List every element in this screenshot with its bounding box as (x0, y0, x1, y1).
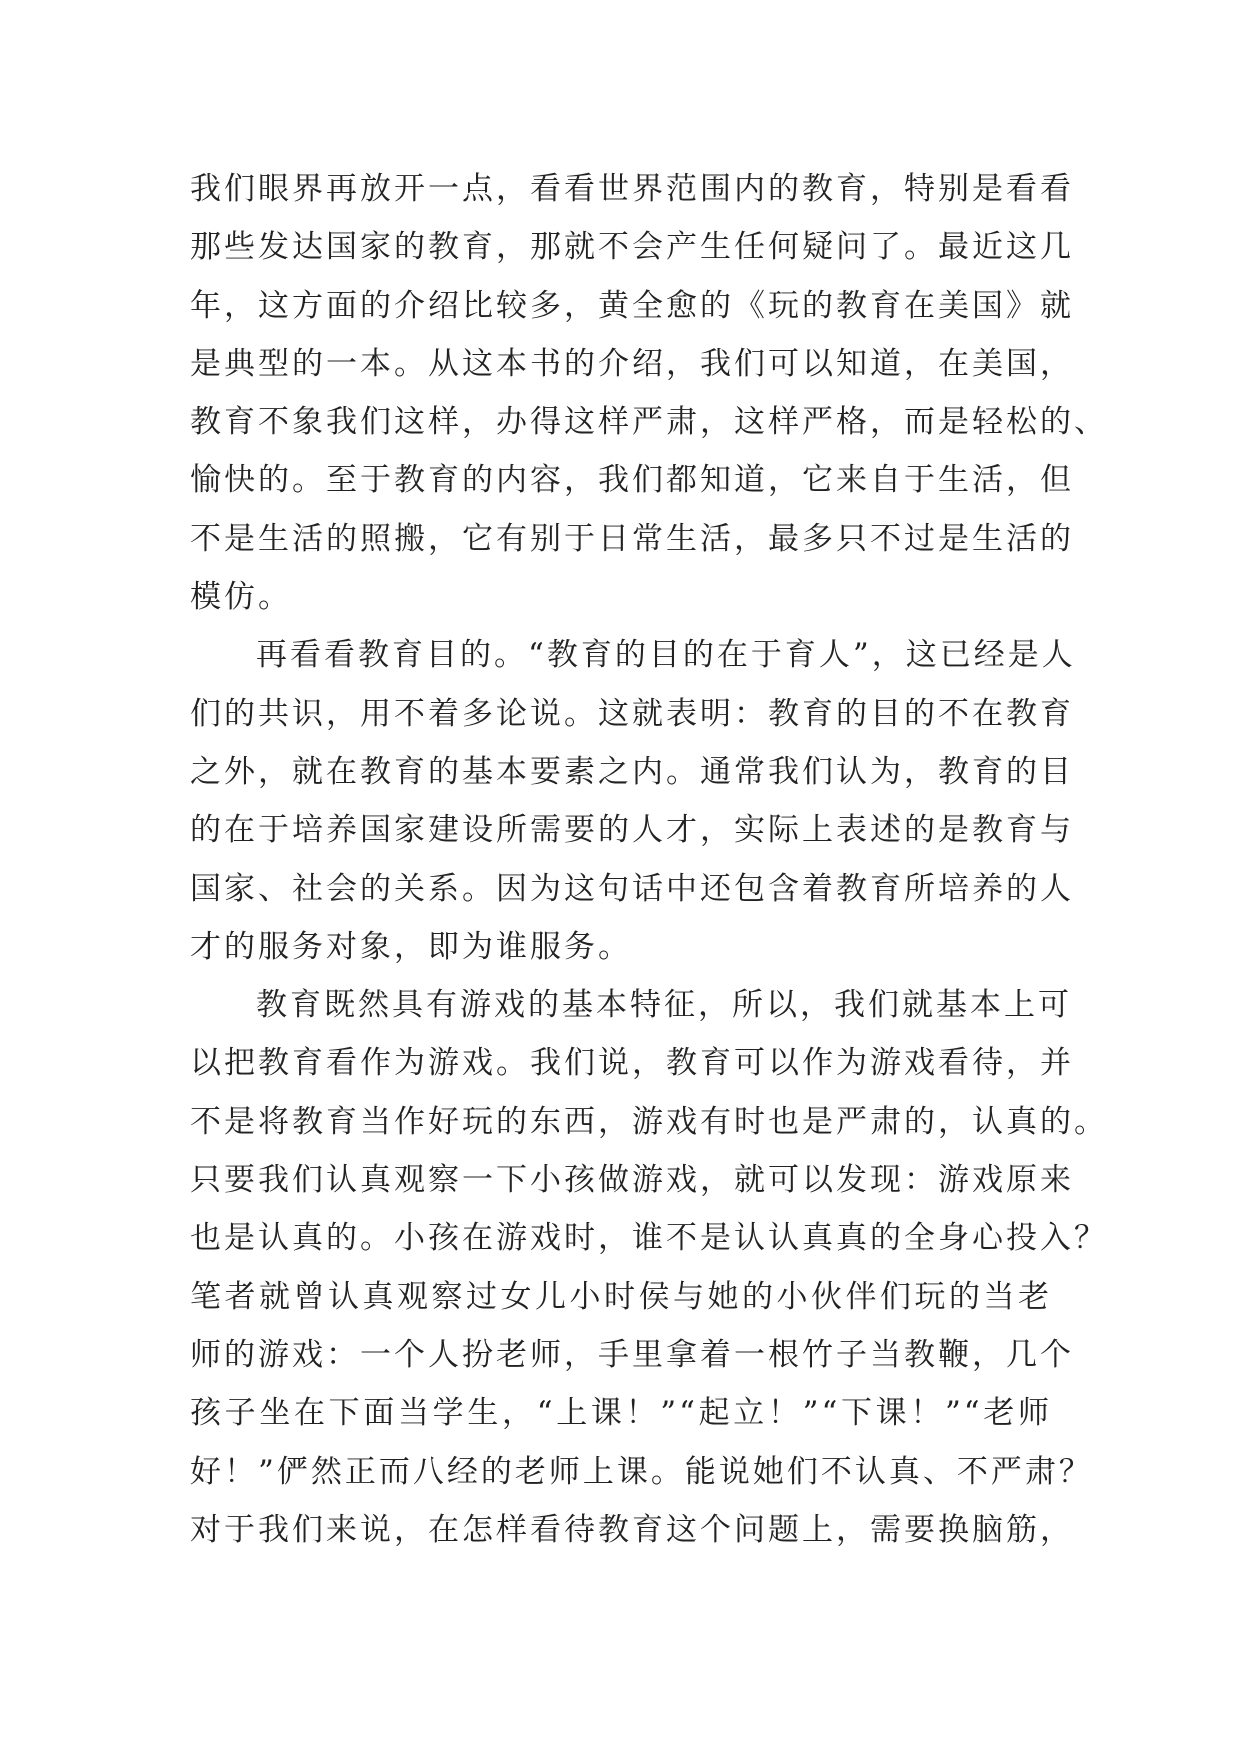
body-text (190, 160, 1108, 1559)
text-line: 教育不象我们这样，办得这样严肃，这样严格，而是轻松的、 (190, 404, 1108, 441)
text-line: 的在于培养国家建设所需要的人才，实际上表述的是教育与 (190, 812, 1074, 849)
text-line: 才的服务对象，即为谁服务。 (190, 928, 632, 965)
text-line: 愉快的。至于教育的内容，我们都知道，它来自于生活，但 (190, 462, 1074, 499)
text-line: 们的共识，用不着多论说。这就表明：教育的目的不在教育 (190, 695, 1074, 732)
text-line: 那些发达国家的教育，那就不会产生任何疑问了。最近这几 (190, 229, 1074, 266)
text-line: 我们眼界再放开一点，看看世界范围内的教育，特别是看看 (190, 171, 1074, 207)
text-line: 是典型的一本。从这本书的介绍，我们可以知道，在美国， (190, 345, 1074, 382)
text-line: 不是生活的照搬，它有别于日常生活，最多只不过是生活的 (190, 520, 1074, 557)
text-line: 不是将教育当作好玩的东西，游戏有时也是严肃的，认真的。 (190, 1103, 1108, 1140)
text-line: 笔者就曾认真观察过女儿小时侯与她的小伙伴们玩的当老 (190, 1278, 1052, 1315)
text-line: 之外，就在教育的基本要素之内。通常我们认为，教育的目 (190, 753, 1074, 790)
text-line: 国家、社会的关系。因为这句话中还包含着教育所培养的人 (190, 870, 1074, 907)
text-line: 模仿。 (190, 579, 292, 616)
text-line: 教育既然具有游戏的基本特征，所以，我们就基本上可 (256, 987, 1072, 1024)
text-line: 也是认真的。小孩在游戏时，谁不是认认真真的全身心投入？ (190, 1220, 1108, 1257)
text-line: 师的游戏：一个人扮老师，手里拿着一根竹子当教鞭，几个 (190, 1336, 1074, 1373)
text-line: 以把教育看作为游戏。我们说，教育可以作为游戏看待，并 (190, 1045, 1074, 1082)
text-line: 对于我们来说，在怎样看待教育这个问题上，需要换脑筋， (190, 1511, 1074, 1548)
text-line: 好！”俨然正而八经的老师上课。能说她们不认真、不严肃？ (190, 1453, 1093, 1490)
text-line: 孩子坐在下面当学生，“上课！”“起立！”“下课！”“老师 (190, 1395, 1052, 1432)
text-line: 再看看教育目的。“教育的目的在于育人”，这已经是人 (256, 637, 1076, 674)
text-line: 年，这方面的介绍比较多，黄全愈的《玩的教育在美国》就 (190, 287, 1074, 324)
text-line: 只要我们认真观察一下小孩做游戏，就可以发现：游戏原来 (190, 1162, 1074, 1199)
